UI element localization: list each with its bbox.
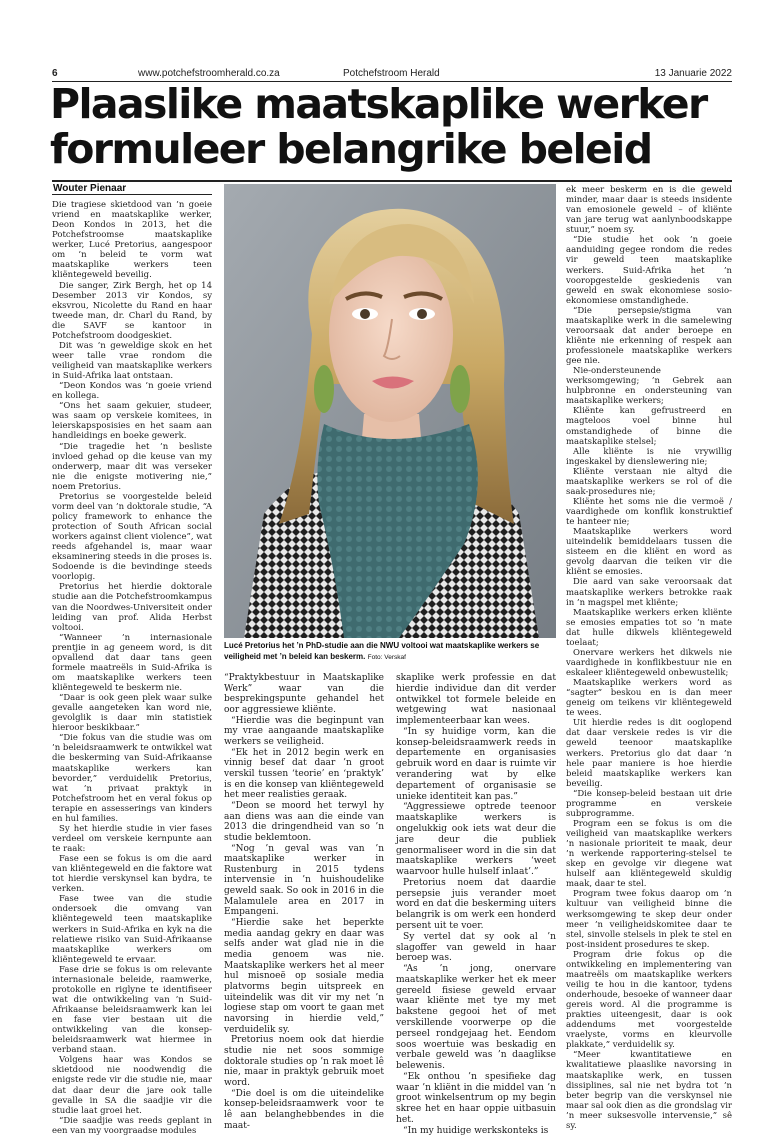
- article-paragraph: Kliënte kan gefrustreerd en magteloos voel binne hul omstandighede of binne die maatskaplike stelsel;: [566, 406, 732, 447]
- headline-rule: [52, 180, 732, 182]
- article-paragraph: Sy vertel dat sy ook al ’n slagoffer van geweld in haar beroep was.: [396, 931, 556, 964]
- article-paragraph: “Praktykbestuur in Maatskaplike Werk” waar van die besprekingspunte gehandel het oor aggressiewe kliënte.: [224, 673, 384, 715]
- article-paragraph: Program drie fokus op die ontwikkeling en implementering van maatreëls om maatskaplike werkers veilig te hou in die kantoor, tydens onderhoude, besoeke of wanneer daar gereis word. Al die programme is prakties uiteengesit, daar is ook addendums met voorgestelde vraelyste, vorms en kleurvolle plakkate,” verduidelik sy.: [566, 949, 732, 1051]
- caption-text: Lucé Pretorius het ’n PhD-studie aan die NWU voltooi wat maatskaplike werkers se veiligheid met ’n beleid kan beskerm.: [224, 641, 540, 661]
- photo-caption: [224, 641, 556, 663]
- article-paragraph: “In my huidige werkskonteks is: [403, 1125, 549, 1136]
- article-paragraph: skaplike werk professie en dat hierdie individue dan dit verder ontwikkel tot formele beleide en wetgewing wat nasionaal implementeerbaar kan wees.: [396, 673, 556, 727]
- article-paragraph: “Nog ’n geval was van ’n maatskaplike werker in Rustenburg in 2015 tydens intervensie in ’n huishoudelike geweld saak. So ook in 2016 in die Malamulele area en 2017 in Empangeni.: [224, 843, 384, 918]
- article-paragraph: Pretorius se voorgestelde beleid vorm deel van ’n doktorale studie, “A policy framework to enhance the protection of South African social workers against client violence”, wat reeds afgehandel is, maar waar eksaminering steeds in die proses is. Sodoende is die bevindinge steeds voorlopig.: [52, 491, 212, 583]
- article-paragraph: Maatskaplike werkers word uiteindelik bemiddelaars tussen die sisteem en die kliënt en word as gevolg daarvan die teiken vir die kliënt se emosies.: [566, 527, 732, 578]
- article-paragraph: Nie-ondersteunende werksomgewing; ’n Gebrek aan hulpbronne en ondersteuning van maatskaplike werkers;: [566, 366, 732, 407]
- article-paragraph: Kliënte verstaan nie altyd die maatskaplike werkers se rol of die saak-prosedures nie;: [566, 466, 732, 497]
- byline-rule: [52, 194, 212, 195]
- article-paragraph: “As ’n jong, onervare maatskaplike werker het ek meer gereeld fisiese geweld ervaar waar kliënte met tye my met bakstene gegooi het of met verskillende voorwerpe op die perseel rondgejaag het. Eendom soos woertuie was beskadig en verbale geweld was ’n daaglikse belewenis.: [396, 964, 556, 1072]
- article-paragraph: “Wanneer ’n internasionale prentjie in ag geneem word, is dit opvallend dat daar tans geen formele maatreëls in Suid-Afrika is om maatskaplike werkers teen kliëntegeweld te beskerm nie.: [52, 632, 212, 693]
- article-column-4: [566, 185, 732, 1131]
- article-paragraph: Program een se fokus is om die veiligheid van maatskaplike werkers ’n nasionale prioriteit te maak, deur ’n werkende rapportering-stelsel te skep en gevolge vir diegene wat hulself aan kliëntegeweld skuldig maak, daar te stel.: [566, 818, 732, 890]
- page-number: 6: [52, 68, 58, 79]
- article-paragraph: Alle kliënte is nie vrywillig ingeskakel by dienslewering nie;: [566, 446, 732, 467]
- article-paragraph: “Die fokus van die studie was om ’n beleidsraamwerk te ontwikkel wat die beskerming van Suid-Afrikaanse maatskaplike werkers kan bevorder,” verduidelik Pretorius, wat ’n privaat praktyk in Potchefstroom het en veral fokus op terapie en assesserings van kinders en hul families.: [52, 733, 212, 824]
- article-paragraph: “Die doel is om die uiteindelike konsep-beleidsraamwerk voor te lê aan belanghebbendes in die maat-: [224, 1088, 384, 1131]
- article-column-3: [396, 673, 556, 1137]
- article-paragraph: Fase drie se fokus is om relevante internasionale beleide, raamwerke, protokolle en riglyne te identifiseer wat die ontwikkeling van ’n Suid-Afrikaanse beleidsraamwerk kan lei en fase vier bestaan uit die ontwikkeling van die konsep-beleidsraamwerk wat hiermee in verband staan.: [52, 964, 212, 1056]
- portrait-photo: [224, 184, 556, 638]
- article-column-2: [224, 673, 384, 1131]
- byline: Wouter Pienaar: [53, 183, 127, 194]
- article-paragraph: “Ons het saam gekuier, studeer, was saam op verskeie komitees, in leierskapsposisies en het saam aan handleidings en boeke gewerk.: [52, 401, 212, 442]
- portrait-illustration: [224, 184, 556, 638]
- headline: [50, 82, 740, 172]
- article-paragraph: “Die konsep-beleid bestaan uit drie programme en verskeie subprogramme.: [566, 788, 732, 819]
- article-paragraph: Die sanger, Zirk Bergh, het op 14 Desember 2013 vir Kondos, sy eksvrou, Nicolette du Rand en haar tweede man, dr. Charl du Rand, by die SAVF se kantoor in Potchefstroom doodgeskiet.: [52, 280, 212, 341]
- article-paragraph: “Aggressiewe optrede teenoor maatskaplike werkers is ongelukkig ook iets wat deur die jare deur die publiek genormaliseer word in die sin dat maatskaplike werkers ‘weet waarvoor hulle hulself inlaat’.”: [396, 802, 556, 878]
- article-paragraph: Kliënte het soms nie die vermoë / vaardighede om konflik konstruktief te hanteer nie;: [566, 496, 732, 528]
- article-paragraph: “In sy huidige vorm, kan die konsep-beleidsraamwerk reeds in departemente en organisasies gebruik word en daar is ruimte vir verandering wat by elke departement of organisasie se unieke identiteit kan pas.”: [396, 726, 556, 802]
- headline-line-1: Plaaslike maatskaplike werker: [50, 80, 707, 128]
- article-paragraph: Pretorius het hierdie doktorale studie aan die Potchefstroomkampus van die Noordwes-Universiteit onder leiding van prof. Alida Herbst voltooi.: [52, 582, 212, 633]
- article-paragraph: “Deon Kondos was ’n goeie vriend en kollega.: [52, 381, 212, 402]
- article-paragraph: Die tragiese skietdood van ’n goeie vriend en maatskaplike werker, Deon Kondos in 2013, het die Potchefstroomse maatskaplike werker, Lucé Pretorius, aangespoor om ’n beleid te vorm wat maatskaplike werkers teen kliëntegeweld beveilig.: [52, 200, 212, 281]
- article-paragraph: Pretorius noem ook dat hierdie studie nie net soos sommige doktorale studies op ’n rak moet lê nie, maar in praktyk gebruik moet word.: [224, 1035, 384, 1088]
- newspaper-name: Potchefstroom Herald: [343, 68, 440, 79]
- article-paragraph: Pretorius noem dat daardie persepsie juis verander moet word en dat die beskerming uiters belangrik is om werk een honderd persent uit te voer.: [396, 877, 556, 931]
- article-paragraph: Volgens haar was Kondos se skietdood nie noodwendig die enigste rede vir die studie nie, maar dat daar deur die jare ook talle gevalle in SA die saadjie vir die studie laat groei het.: [52, 1055, 212, 1116]
- article-paragraph: Fase een se fokus is om die aard van kliëntegeweld en die faktore wat tot hierdie verskynsel kan bydra, te verken.: [52, 854, 212, 895]
- article-paragraph: Program twee fokus daarop om ’n kultuur van veiligheid binne die werksomgewing te skep deur onder meer ’n veiligheidskomitee daar te stel, sinvolle stelsels in plek te stel en post-insident prosedures te skep.: [566, 889, 732, 950]
- headline-line-2: formuleer belangrike beleid: [50, 125, 652, 173]
- article-paragraph: Fase twee van die studie ondersoek die omvang van kliëntegeweld teen maatskaplike werkers in Suid-Afrika en kyk na die relatiewe risiko van Suid-Afrikaanse maatskaplike werkers om kliëntegeweld te ervaar.: [52, 894, 212, 965]
- issue-date: 13 Januarie 2022: [654, 68, 732, 79]
- article-paragraph: “Die tragedie het ’n besliste invloed gehad op die keuse van my onderwerp, maar dit was verseker nie die enigste motivering nie,” noem Pretorius.: [52, 441, 212, 492]
- article-paragraph: Dit was ’n geweldige skok en het weer talle vrae rondom die veiligheid van maatskaplike werkers in Suid-Afrika laat ontstaan.: [52, 340, 212, 382]
- article-paragraph: “Die studie het ook ’n goeie aanduiding gegee rondom die redes vir geweld teen maatskaplike werkers. Suid-Afrika het ’n vooropgestelde geskiedenis van geweld en swak ekonomiese sosio-ekonomiese omstandighede.: [566, 235, 732, 306]
- article-paragraph: “Die persepsie/stigma van maatskaplike werk in die samelewing veroorsaak dat ander beroepe en kliënte nie erkenning of respek aan professionele maatskaplike werkers gee nie.: [566, 305, 732, 367]
- photo-credit: Foto: Verskaf: [367, 653, 406, 661]
- article-paragraph: “Deon se moord het terwyl hy aan diens was aan die einde van 2013 die dringendheid van so ’n studie beklemtoon.: [224, 800, 384, 843]
- article-paragraph: Maatskaplike werkers erken kliënte se emosies empaties tot so ’n mate dat hulle dikwels kliëntegeweld toelaat;: [566, 607, 732, 648]
- article-paragraph: “Die saadjie was reeds geplant in een van my voorgraadse modules: [52, 1115, 212, 1136]
- article-paragraph: Maatskaplike werkers word as “sagter” beskou en is dan meer geneig om teikens vir kliëntegeweld te wees.: [566, 678, 732, 719]
- article-paragraph: “Hierdie was die beginpunt van my vrae aangaande maatskaplike werkers se veiligheid.: [224, 715, 384, 747]
- article-paragraph: Onervare werkers het dikwels nie vaardighede in konflikbestuur nie en eskaleer kliëntegeweld onbewustelik;: [566, 647, 732, 678]
- article-paragraph: “Meer kwantitatiewe en kwalitatiewe plaaslike navorsing in maatskaplike werk, en tussen dissiplines, sal nie net bydra tot ’n beter begrip van die verskynsel nie maar sal ook dien as die grondslag vir ’n meer suksesvolle intervensie,” sê sy.: [566, 1050, 732, 1131]
- article-paragraph: Sy het hierdie studie in vier fases verdeel om verskeie kernpunte aan te raak:: [52, 823, 212, 854]
- article-paragraph: “Hierdie sake het beperkte media aandag gekry en daar was selfs ander wat glad nie in die media genoem was nie. Maatskaplike werkers het al meer hul misnoeë op sosiale media platvorms begin uitspreek en uiteindelik was dit vir my net ’n logiese stap om voort te gaan met navorsing in hierdie veld,” verduidelik sy.: [224, 918, 384, 1035]
- article-paragraph: “Ek onthou ’n spesifieke dag waar ’n kliënt in die middel van ’n groot winkelsentrum op my begin skree het en haar oppie uitbasuin het.: [396, 1071, 556, 1126]
- website-url[interactable]: www.potchefstroomherald.co.za: [138, 68, 280, 79]
- article-paragraph: Uit hierdie redes is dit ooglopend dat daar verskeie redes is vir die geweld teenoor maatskaplike werkers. Pretorius glo dat daar ’n hele paar maniere is hoe hierdie beleid maatskaplike werkers kan beveilig.: [566, 718, 732, 789]
- article-column-1: [52, 200, 212, 1136]
- article-paragraph: “Ek het in 2012 begin werk en vinnig besef dat daar ’n groot verskil tussen ‘teorie’ en ‘praktyk’ is en die konsep van kliëntegeweld het meer realisties geraak.: [224, 747, 384, 801]
- article-paragraph: ek meer beskerm en is die geweld minder, maar daar is steeds insidente van emosionele geweld – of kliënte van jare terug wat aanlynboodskappe stuur,” noem sy.: [566, 185, 732, 236]
- article-paragraph: Die aard van sake veroorsaak dat maatskaplike werkers betrokke raak in ’n magspel met kliënte;: [566, 577, 732, 608]
- article-paragraph: “Daar is ook geen plek waar sulke gevalle aangeteken kan word nie, gevolglik is daar min statistiek hieroor beskikbaar.”: [52, 693, 212, 734]
